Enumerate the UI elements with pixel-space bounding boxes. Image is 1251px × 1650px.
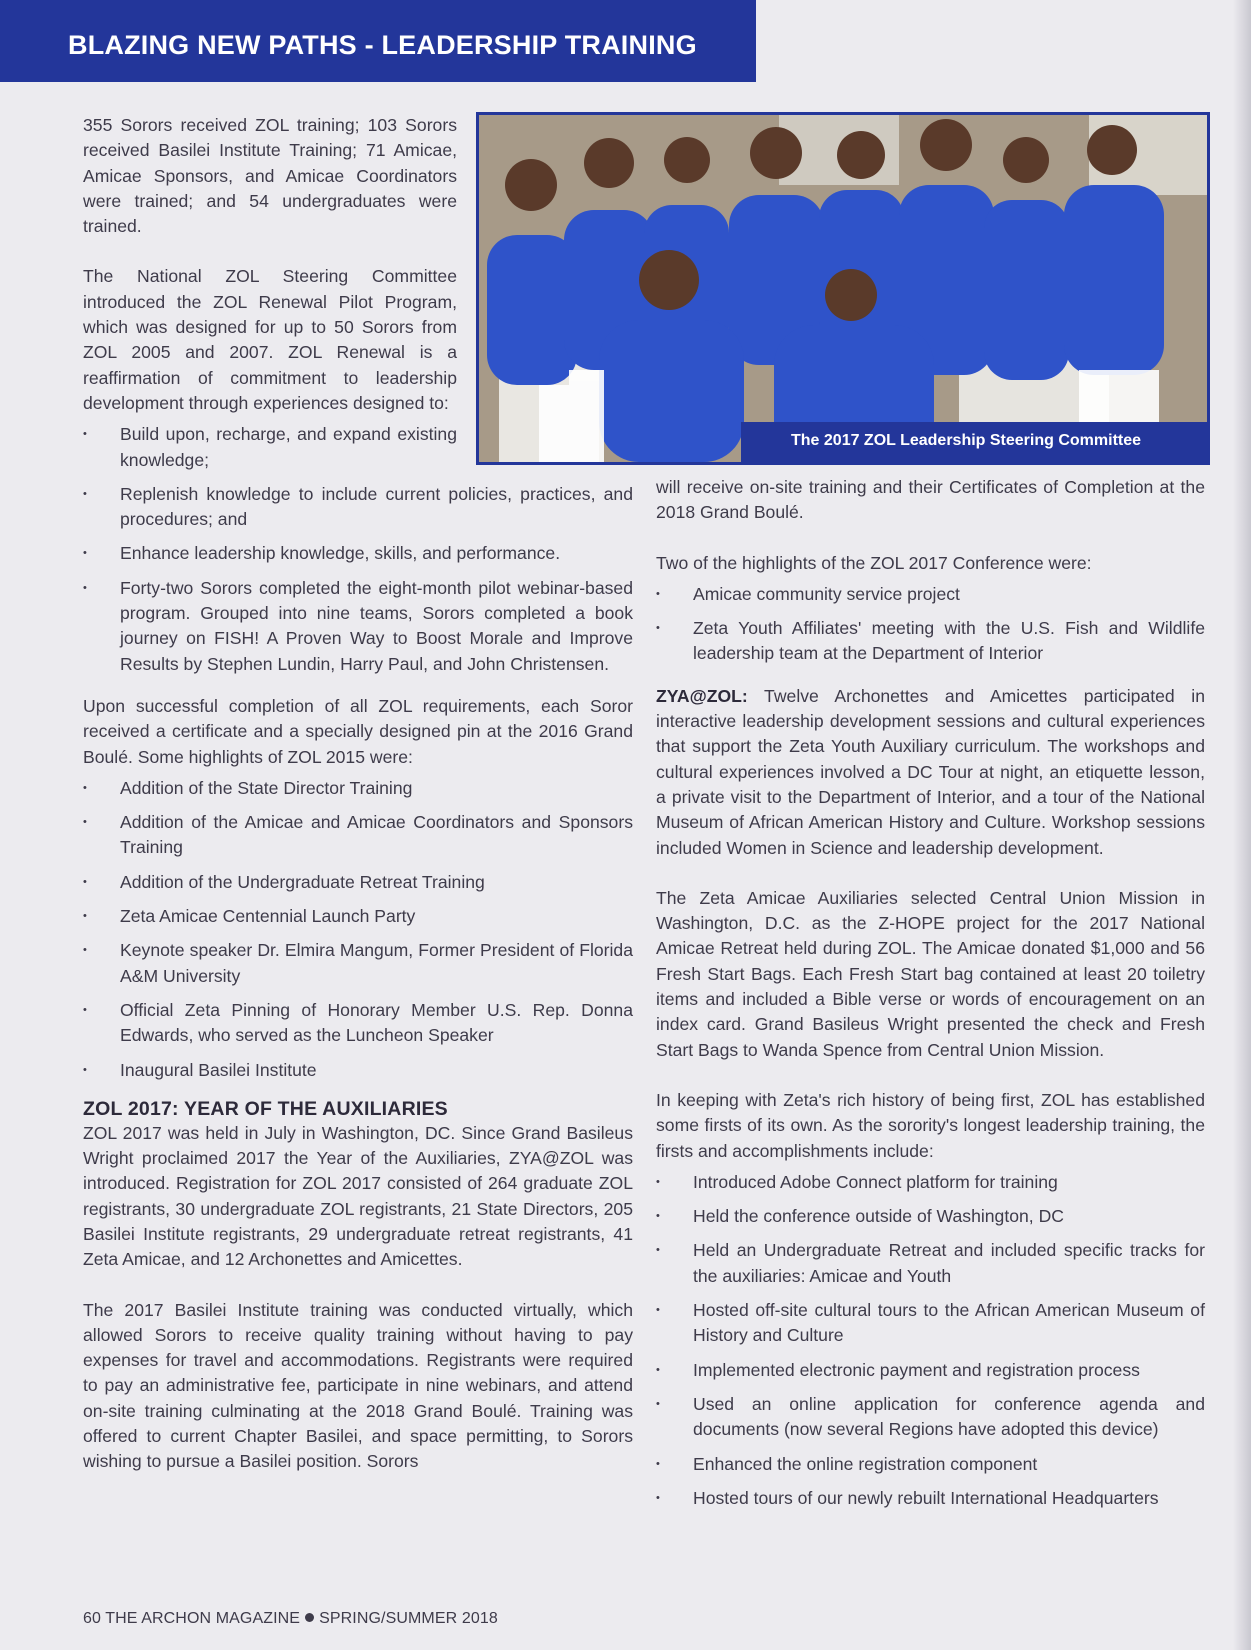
list-item: • Enhanced the online registration component	[656, 1452, 1205, 1477]
list-item: • Addition of the Undergraduate Retreat Training	[83, 870, 633, 895]
list-item: • Hosted off-site cultural tours to the African American Museum of History and Culture	[656, 1298, 1205, 1349]
list-item: • Zeta Amicae Centennial Launch Party	[83, 904, 633, 929]
renewal-paragraph: The National ZOL Steering Committee introduced the ZOL Renewal Pilot Program, which was designed for up to 50 Sorors from ZOL 2005 and 2007. ZOL Renewal is a reaffirmation of commitment to leadership development through experiences designed to:	[83, 266, 457, 413]
right-column	[656, 475, 1205, 1520]
list-item: • Addition of the State Director Training	[83, 776, 633, 801]
completion-paragraph: Upon successful completion of all ZOL requirements, each Soror received a certificate and a specially designed pin at the 2016 Grand Boulé. Some highlights of ZOL 2015 were:	[83, 695, 633, 767]
zol-2017-paragraph: ZOL 2017 was held in July in Washington, DC. Since Grand Basileus Wright proclaimed 2017 the Year of the Auxiliaries, ZYA@ZOL was introduced. Registration for ZOL 2017 consisted of 264 graduate ZOL registrants, 30 undergraduate ZOL registrants, 21 State Directors, 205 Basilei Institute registrants, 29 undergraduate retreat registrants, 41 Zeta Amicae, and 12 Archonettes and Amicettes.	[83, 1122, 633, 1270]
list-item: • Enhance leadership knowledge, skills, and performance.	[83, 541, 633, 566]
list-item: • Used an online application for conference agenda and documents (now several Regions have adopted this device)	[656, 1392, 1205, 1443]
photo-caption-bar	[741, 422, 1207, 462]
firsts-paragraph: In keeping with Zeta's rich history of being first, ZOL has established some firsts of its own. As the sorority's longest leadership training, the firsts and accomplishments include:	[656, 1089, 1205, 1161]
page-edge-shadow	[1233, 0, 1251, 1650]
conference-highlights-list	[656, 582, 1205, 667]
list-item: • Zeta Youth Affiliates' meeting with the U.S. Fish and Wildlife leadership team at the Department of Interior	[656, 616, 1205, 667]
intro-paragraph: 355 Sorors received ZOL training; 103 Sorors received Basilei Institute Training; 71 Amicae, Amicae Sponsors, and Amicae Coordinators were trained; and 54 undergraduates were trained.	[83, 115, 457, 237]
zya-text: Twelve Archonettes and Amicettes participated in interactive leadership development sessions and cultural experiences that support the Zeta Youth Auxiliary curriculum. The workshops and cultural experiences involved a DC Tour at night, an etiquette lesson, a private visit to the Department of Interior, and a tour of the National Museum of African American History and Culture. Workshop sessions included Women in Science and leadership development.	[656, 685, 1205, 858]
list-item: • Hosted tours of our newly rebuilt International Headquarters	[656, 1486, 1205, 1511]
list-item: • Held an Undergraduate Retreat and included specific tracks for the auxiliaries: Amicae and Youth	[656, 1238, 1205, 1289]
list-item: • Official Zeta Pinning of Honorary Member U.S. Rep. Donna Edwards, who served as the Luncheon Speaker	[83, 998, 633, 1049]
list-item: • Inaugural Basilei Institute	[83, 1058, 633, 1083]
list-item: • Forty-two Sorors completed the eight-month pilot webinar-based program. Grouped into nine teams, Sorors completed a book journey on FISH! A Proven Way to Boost Morale and Improve Results by Stephen Lundin, Harry Paul, and John Christensen.	[83, 576, 633, 677]
page-footer	[83, 1610, 498, 1628]
firsts-list	[656, 1170, 1205, 1511]
title-banner	[0, 0, 756, 82]
conference-highlights-intro: Two of the highlights of the ZOL 2017 Conference were:	[656, 552, 1092, 573]
issue-name: SPRING/SUMMER 2018	[319, 1610, 498, 1627]
page-number: 60	[83, 1610, 101, 1627]
amicae-paragraph: The Zeta Amicae Auxiliaries selected Central Union Mission in Washington, D.C. as the Z-HOPE project for the 2017 National Amicae Retreat held during ZOL. The Amicae donated $1,000 and 56 Fresh Start Bags. Each Fresh Start bag contained at least 20 toiletry items and included a Bible verse or words of encouragement on an index card. Grand Basileus Wright presented the check and Fresh Start Bags to Wanda Spence from Central Union Mission.	[656, 887, 1205, 1060]
list-item: • Keynote speaker Dr. Elmira Mangum, Former President of Florida A&M University	[83, 938, 633, 989]
list-item: • Amicae community service project	[656, 582, 1205, 607]
zya-paragraph	[656, 684, 1205, 861]
renewal-bullet-list	[83, 422, 633, 677]
page-title: BLAZING NEW PATHS - LEADERSHIP TRAINING	[68, 30, 697, 60]
left-column	[83, 113, 633, 1475]
bullet-dot-icon	[305, 1613, 314, 1622]
list-item: • Implemented electronic payment and registration process	[656, 1358, 1205, 1383]
list-item: • Addition of the Amicae and Amicae Coordinators and Sponsors Training	[83, 810, 633, 861]
list-item: • Build upon, recharge, and expand existing knowledge;	[83, 422, 457, 473]
magazine-name: THE ARCHON MAGAZINE	[105, 1610, 301, 1627]
list-item: • Replenish knowledge to include current policies, practices, and procedures; and	[83, 482, 633, 533]
zya-lead: ZYA@ZOL:	[656, 685, 748, 706]
photo-caption: The 2017 ZOL Leadership Steering Committee	[791, 432, 1142, 449]
list-item: • Introduced Adobe Connect platform for training	[656, 1170, 1205, 1195]
basilei-paragraph: The 2017 Basilei Institute training was conducted virtually, which allowed Sorors to receive quality training without having to pay expenses for travel and accommodations. Registrants were required to pay an administrative fee, participate in nine webinars, and attend on-site training culminating at the 2018 Grand Boulé. Training was offered to current Chapter Basilei, and space permitting, to Sorors wishing to pursue a Basilei position. Sorors	[83, 1299, 633, 1472]
continued-paragraph: will receive on-site training and their Certificates of Completion at the 2018 Grand Boulé.	[656, 477, 1205, 523]
highlights-2015-list	[83, 776, 633, 1083]
section-heading: ZOL 2017: YEAR OF THE AUXILIARIES	[83, 1097, 448, 1120]
list-item: • Held the conference outside of Washington, DC	[656, 1204, 1205, 1229]
